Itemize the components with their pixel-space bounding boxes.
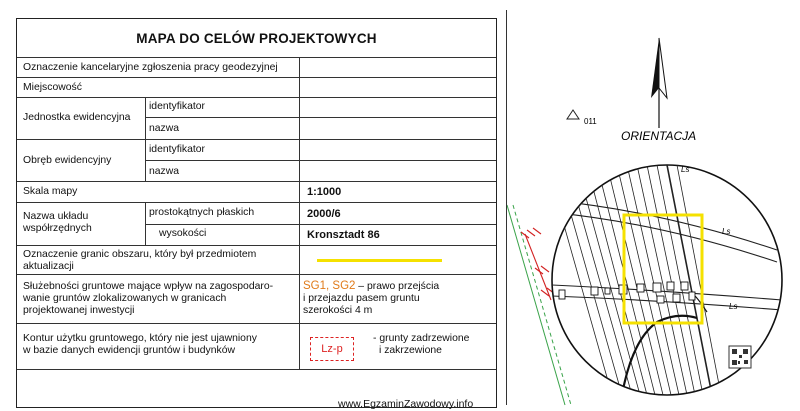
kontur-desc-2: i zakrzewione <box>379 345 442 356</box>
row-divider <box>17 245 496 246</box>
boundary-legend-yellow-line <box>317 259 442 262</box>
value-prostokatnych: 2000/6 <box>307 208 341 220</box>
label-skala: Skala mapy <box>23 186 78 197</box>
ls-label: Ls <box>729 302 738 311</box>
label-prostokatnych: prostokątnych płaskich <box>149 207 255 218</box>
row-divider <box>145 160 496 161</box>
lzp-legend-symbol: Lz-p <box>310 337 354 361</box>
north-arrow-right-half <box>659 38 667 98</box>
label-miejscowosc: Miejscowość <box>23 82 82 93</box>
label-kontur-2: w bazie danych ewidencji gruntów i budynków <box>23 345 235 356</box>
qr-code-icon <box>729 346 751 368</box>
orientation-map <box>507 0 800 411</box>
value-skala: 1:1000 <box>307 186 342 198</box>
project-map-form <box>16 18 497 408</box>
ls-label: Ls <box>722 227 731 236</box>
label-uklad-1: Nazwa układu <box>23 211 89 222</box>
sg-desc-3: szerokości 4 m <box>303 305 373 316</box>
row-divider <box>17 139 496 140</box>
form-title: MAPA DO CELÓW PROJEKTOWYCH <box>136 31 377 46</box>
label-uklad-2: współrzędnych <box>23 223 92 234</box>
row-divider <box>17 57 496 58</box>
row-divider <box>17 97 496 98</box>
label-identyfikator: identyfikator <box>149 101 206 112</box>
label-nazwa-obreb: nazwa <box>149 166 180 177</box>
row-divider <box>17 274 496 275</box>
route-marks <box>521 228 555 300</box>
row-divider <box>145 117 496 118</box>
label-wysokosci: wysokości <box>159 228 207 239</box>
row-divider <box>17 181 496 182</box>
footer-url[interactable]: www.EgzaminZawodowy.info <box>338 398 474 410</box>
value-wysokosci: Kronsztadt 86 <box>307 229 380 241</box>
label-nazwa: nazwa <box>149 123 180 134</box>
orientation-label: ORIENTACJA <box>621 129 697 143</box>
label-sluzebnosci-1: Służebności gruntowe mające wpływ na zagospodaro- <box>23 281 274 292</box>
label-granice-2: aktualizacji <box>23 261 74 272</box>
column-divider <box>145 202 146 245</box>
label-identyfikator-obreb: identyfikator <box>149 144 206 155</box>
sg-desc-1: – prawo przejścia <box>355 281 440 292</box>
row-divider <box>17 202 496 203</box>
column-divider <box>145 97 146 181</box>
sg-desc-2: i przejazdu pasem gruntu <box>303 293 420 304</box>
label-oznaczenie-kancelaryjne: Oznaczenie kancelaryjne zgłoszenia pracy geodezyjnej <box>23 62 278 73</box>
survey-point-icon <box>567 110 579 119</box>
ls-label: Ls <box>681 165 690 174</box>
survey-point-label: 011 <box>584 117 597 126</box>
label-sluzebnosci-3: projektowanej inwestycji <box>23 305 135 316</box>
label-granice-1: Oznaczenie granic obszaru, który był przedmiotem <box>23 249 257 260</box>
row-divider <box>145 224 496 225</box>
row-divider <box>17 369 496 370</box>
label-kontur-1: Kontur użytku gruntowego, który nie jest ujawniony <box>23 333 257 344</box>
label-obreb: Obręb ewidencyjny <box>23 155 112 166</box>
column-divider <box>299 57 300 369</box>
label-sluzebnosci-2: wanie gruntów zlokalizowanych w granicach <box>23 293 227 304</box>
kontur-desc-1: - grunty zadrzewione <box>373 333 470 344</box>
row-divider <box>17 323 496 324</box>
value-sluzebnosci-line-1 <box>303 280 439 293</box>
row-divider <box>17 77 496 78</box>
north-arrow-icon <box>651 38 659 98</box>
sg-codes: SG1, SG2 <box>303 280 356 292</box>
label-jednostka: Jednostka ewidencyjna <box>23 112 131 123</box>
